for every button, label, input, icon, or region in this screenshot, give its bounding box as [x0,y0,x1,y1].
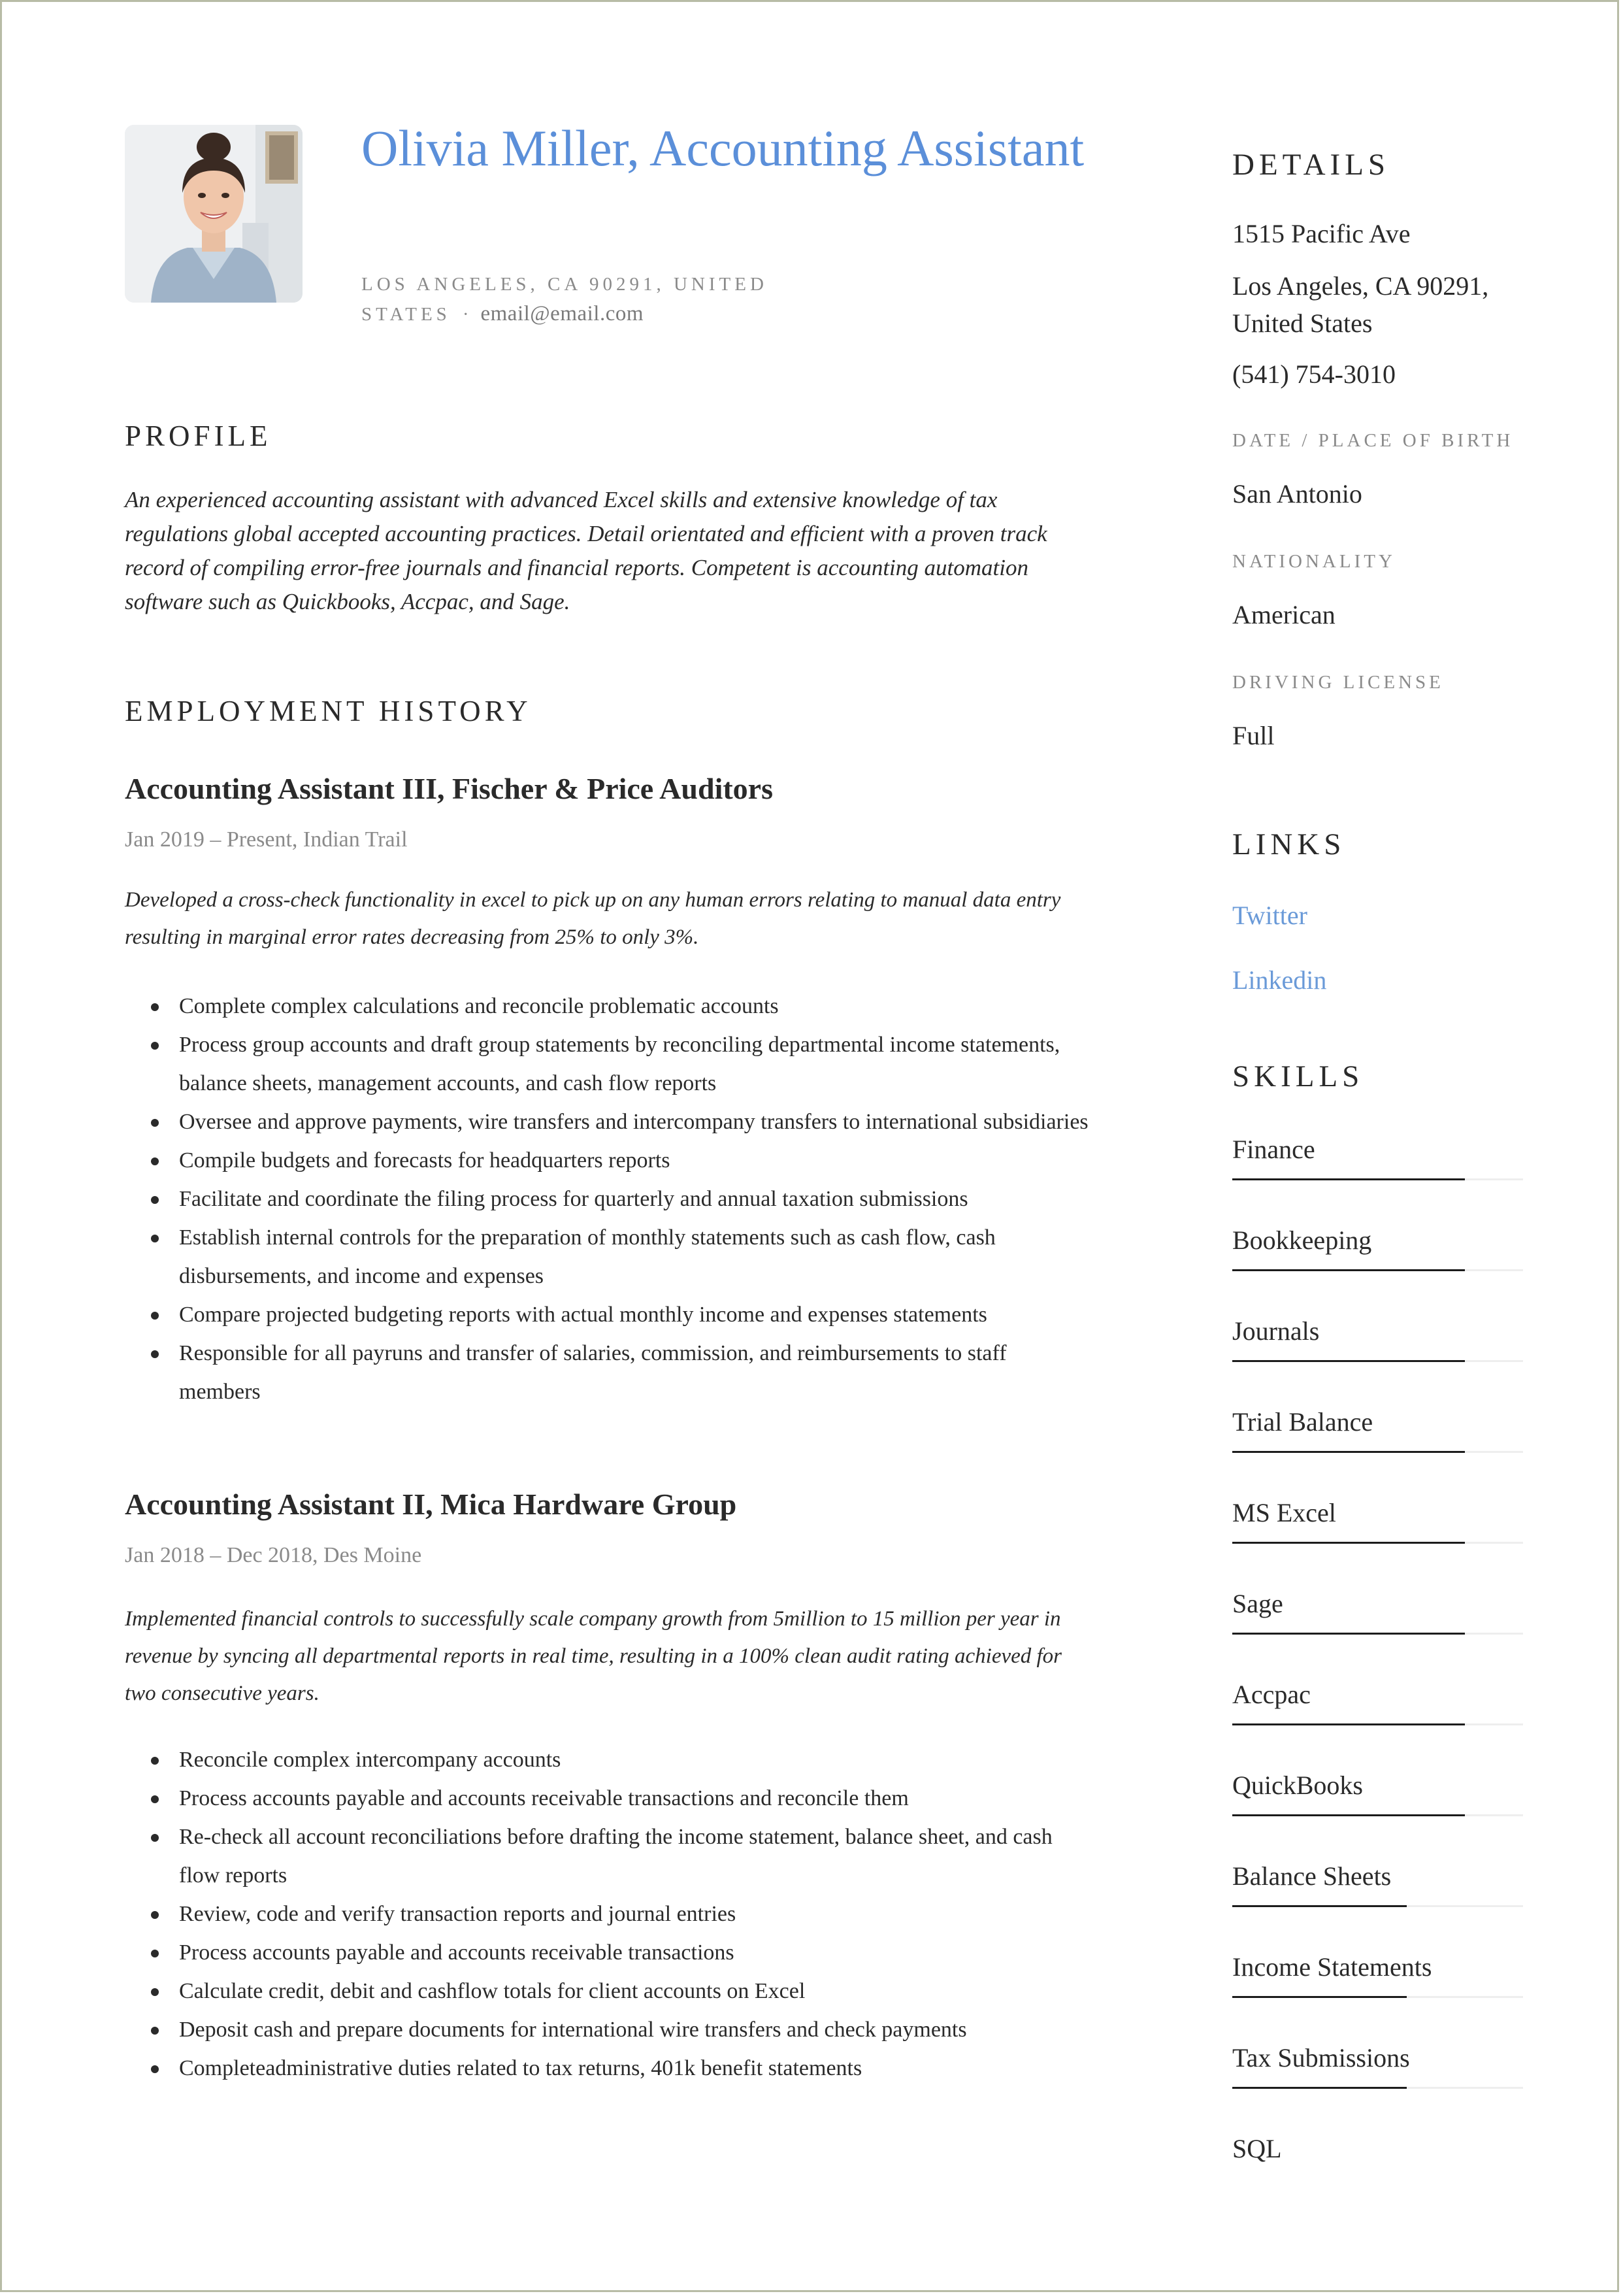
phone-text: (541) 754-3010 [1232,359,1396,389]
job-dates: Jan 2018 – Dec 2018, Des Moine [125,1543,422,1567]
skill-bar [1232,2087,1523,2089]
skill-level-fill [1232,1905,1407,1907]
skill-name: Bookkeeping [1232,1225,1372,1255]
skill-item [1232,1134,1523,1199]
link-twitter[interactable]: Twitter [1232,901,1307,930]
job-bullets [125,987,1092,1411]
skill-level-fill [1232,1633,1465,1635]
details-heading: DETAILS [1232,148,1390,182]
skill-level-fill [1232,1269,1465,1271]
skill-bar [1232,1542,1523,1544]
email-text: email@email.com [480,302,644,325]
skill-level-fill [1232,1723,1465,1725]
list-item: Complete complex calculations and reconcile problematic accounts [125,987,1092,1025]
license-value: Full [1232,721,1275,750]
skill-name: SQL [1232,2134,1282,2163]
job-dates: Jan 2019 – Present, Indian Trail [125,827,408,852]
list-item: Process group accounts and draft group statements by reconciling departmental income statements, balance sheets, management accounts, and cash flow reports [125,1025,1092,1103]
list-item: Review, code and verify transaction reports and journal entries [125,1895,1092,1933]
skills-heading: SKILLS [1232,1059,1364,1093]
skill-level-fill [1232,1178,1465,1180]
skill-name: MS Excel [1232,1498,1336,1527]
address-line-2: Los Angeles, CA 90291, United States [1232,271,1489,338]
nationality-value: American [1232,600,1336,629]
list-item: Oversee and approve payments, wire transfers and intercompany transfers to international subsidiaries [125,1103,1092,1141]
list-item: Facilitate and coordinate the filing process for quarterly and annual taxation submissions [125,1180,1092,1218]
contact-separator: · [462,304,469,325]
skill-level-fill [1232,1360,1465,1362]
employment-heading: EMPLOYMENT HISTORY [125,695,532,727]
skill-name: Balance Sheets [1232,1861,1392,1891]
links-heading: LINKS [1232,827,1346,861]
skill-bar [1232,1814,1523,1816]
job-title: Accounting Assistant II, Mica Hardware Group [125,1488,737,1521]
candidate-name: Olivia Miller, Accounting Assistant [361,120,1085,176]
address-line-1: 1515 Pacific Ave [1232,219,1411,248]
skill-name: QuickBooks [1232,1771,1363,1800]
skill-item [1232,2042,1523,2108]
skill-bar [1232,1996,1523,1998]
skill-item [1232,1770,1523,1835]
skill-bar [1232,1633,1523,1635]
list-item: Re-check all account reconciliations before drafting the income statement, balance sheet, and cash flow reports [125,1818,1092,1895]
list-item: Responsible for all payruns and transfer of salaries, commission, and reimbursements to staff members [125,1334,1092,1411]
birth-label: DATE / PLACE OF BIRTH [1232,430,1514,451]
skill-level-fill [1232,1542,1465,1544]
list-item: Reconcile complex intercompany accounts [125,1740,1092,1779]
job-summary: Developed a cross-check functionality in excel to pick up on any human errors relating to manual data entry resulting in marginal error rates decreasing from 25% to only 3%. [125,888,1061,949]
skill-name: Income Statements [1232,1952,1432,1982]
portrait-image [125,125,303,303]
skill-level-fill [1232,1451,1465,1453]
profile-photo [125,125,303,303]
location-text: LOS ANGELES, CA 90291, UNITED STATES [361,274,768,325]
skill-bar [1232,1723,1523,1725]
skill-name: Tax Submissions [1232,2043,1410,2072]
list-item: Compare projected budgeting reports with actual monthly income and expenses statements [125,1295,1092,1334]
skill-bar [1232,1269,1523,1271]
skill-bar [1232,1451,1523,1453]
list-item: Completeadministrative duties related to tax returns, 401k benefit statements [125,2049,1092,2088]
skill-name: Journals [1232,1316,1320,1346]
contact-line [361,270,819,329]
link-linkedin[interactable]: Linkedin [1232,965,1327,995]
skill-level-fill [1232,2087,1407,2089]
birth-value: San Antonio [1232,479,1362,508]
skill-item [1232,1225,1523,1290]
skill-name: Sage [1232,1589,1283,1618]
skill-item [1232,2133,1523,2199]
skill-bar [1232,1360,1523,1362]
skill-name: Accpac [1232,1680,1311,1709]
skill-bar [1232,1905,1523,1907]
skill-item [1232,1588,1523,1654]
profile-heading: PROFILE [125,420,272,452]
list-item: Deposit cash and prepare documents for international wire transfers and check payments [125,2010,1092,2049]
skill-bar [1232,1178,1523,1180]
job-bullets [125,1740,1092,2088]
skill-item [1232,1861,1523,1926]
profile-text: An experienced accounting assistant with advanced Excel skills and extensive knowledge of tax regulations global accepted accounting practices. Detail orientated and efficient with a proven track record of compiling error-free journals and financial reports. Competent is accounting automation software such as Quickbooks, Accpac, and Sage. [125,487,1047,614]
skill-level-fill [1232,1996,1407,1998]
skill-level-fill [1232,1814,1465,1816]
job-title: Accounting Assistant III, Fischer & Price Auditors [125,772,773,805]
list-item: Compile budgets and forecasts for headquarters reports [125,1141,1092,1180]
skill-item [1232,1497,1523,1563]
nationality-label: NATIONALITY [1232,551,1396,572]
list-item: Establish internal controls for the preparation of monthly statements such as cash flow, cash disbursements, and income and expenses [125,1218,1092,1295]
skill-item [1232,1952,1523,2017]
skill-name: Trial Balance [1232,1407,1373,1437]
skill-item [1232,1679,1523,1744]
list-item: Process accounts payable and accounts receivable transactions [125,1933,1092,1972]
list-item: Process accounts payable and accounts receivable transactions and reconcile them [125,1779,1092,1818]
skill-name: Finance [1232,1135,1315,1164]
license-label: DRIVING LICENSE [1232,672,1444,693]
skill-item [1232,1406,1523,1472]
skill-item [1232,1316,1523,1381]
job-summary: Implemented financial controls to successfully scale company growth from 5million to 15 million per year in revenue by syncing all departmental reports in real time, resulting in a 100% clean audit rating achieved for two consecutive years. [125,1607,1062,1705]
list-item: Calculate credit, debit and cashflow totals for client accounts on Excel [125,1972,1092,2010]
